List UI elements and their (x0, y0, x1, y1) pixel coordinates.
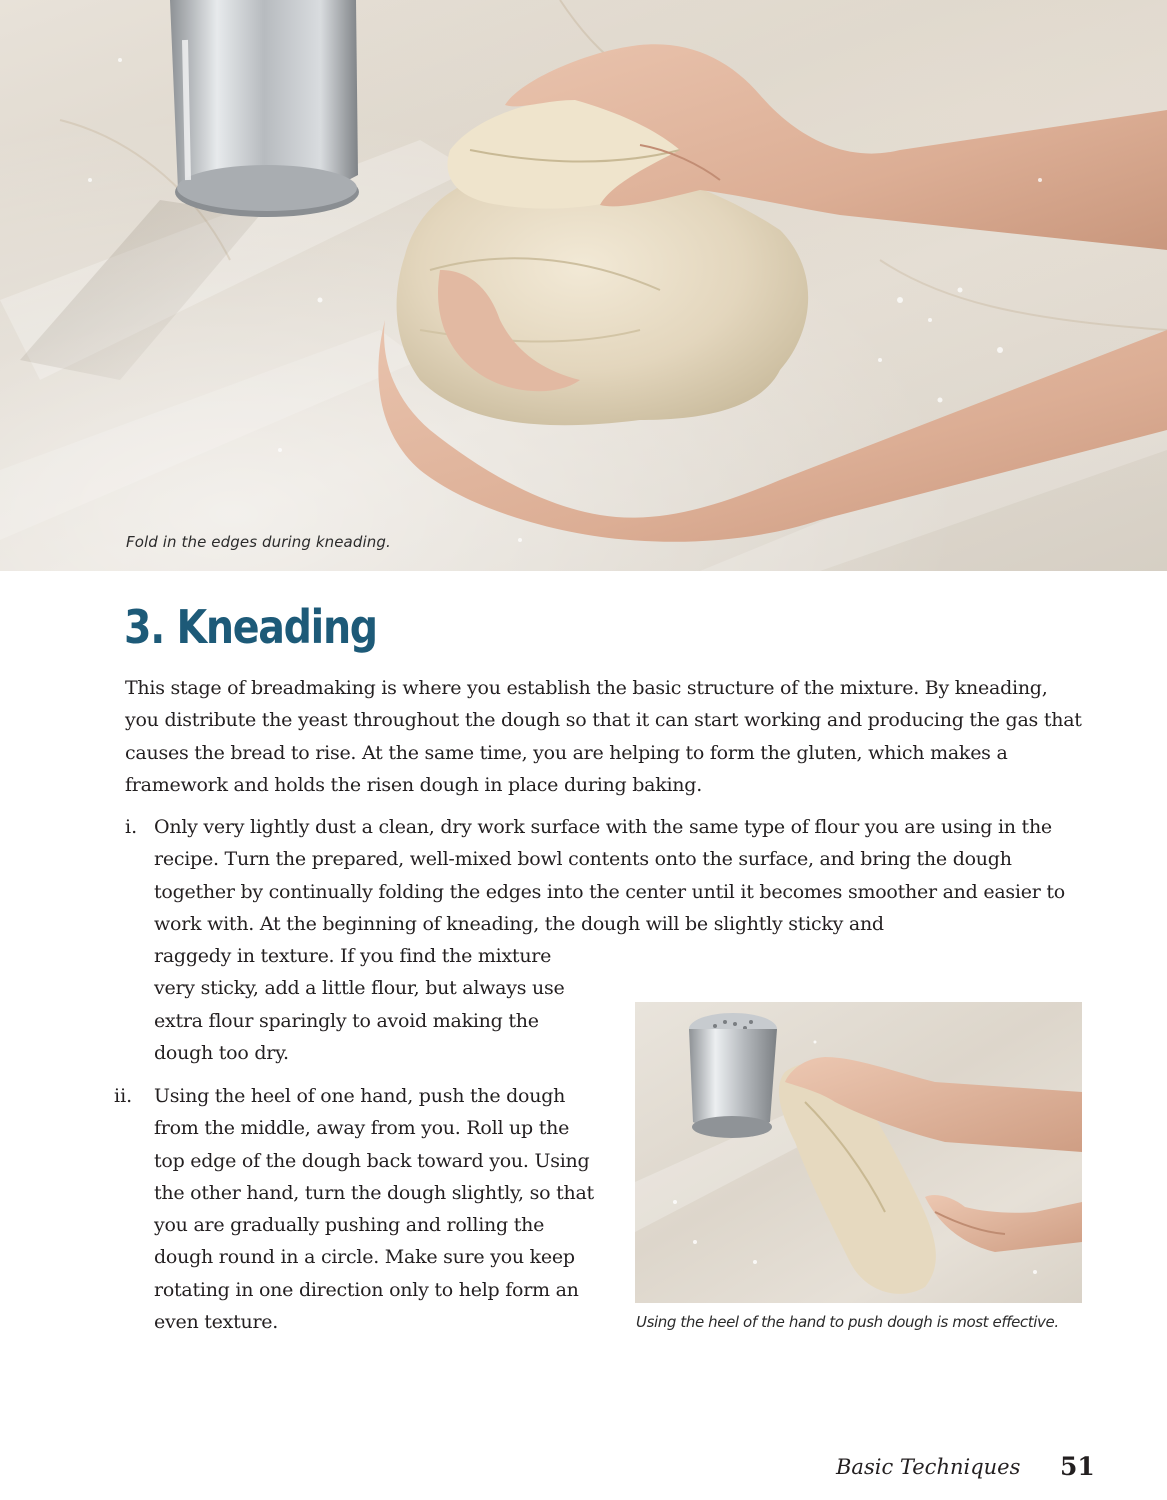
page-number: 51 (1060, 1452, 1095, 1481)
hero-photo-caption: Fold in the edges during kneading. (126, 533, 391, 551)
hero-photo (0, 0, 1167, 571)
step-2-marker: ii. (114, 1085, 133, 1107)
inset-photo-illustration (635, 1002, 1082, 1303)
section-title: 3. Kneading (124, 600, 377, 654)
intro-paragraph: This stage of breadmaking is where you establish the basic structure of the mixture. By kneading, you distribute the yeast throughout the dough so that it can start working and producing the gas that causes the bread to rise. At the same time, you are helping to form the gluten, which makes a framework and holds the risen dough in place during baking. (125, 677, 1082, 796)
inset-photo-caption: Using the heel of the hand to push dough is most effective. (636, 1313, 1059, 1331)
step-1-text-continued: raggedy in texture. If you find the mixture very sticky, add a little flour, but always use extra flour sparingly to avoid making the dough too dry. (154, 945, 565, 1064)
step-2-text: Using the heel of one hand, push the dough from the middle, away from you. Roll up the top edge of the dough back toward you. Using the other hand, turn the dough slightly, so that you are gradually pushing and rolling the dough round in a circle. Make sure you keep rotating in one direction only to help form an even texture. (154, 1085, 594, 1334)
step-1-marker: i. (125, 816, 138, 838)
hero-photo-illustration (0, 0, 1167, 571)
footer-section-name: Basic Techniques (836, 1455, 1021, 1479)
inset-photo (635, 1002, 1082, 1303)
step-1-text: Only very lightly dust a clean, dry work surface with the same type of flour you are using in the recipe. Turn the prepared, well-mixed bowl contents onto the surface, and bring the dough together by continually folding the edges into the center until it becomes smoother and easier to work with. At the beginning of kneading, the dough will be slightly sticky and (154, 816, 1065, 935)
